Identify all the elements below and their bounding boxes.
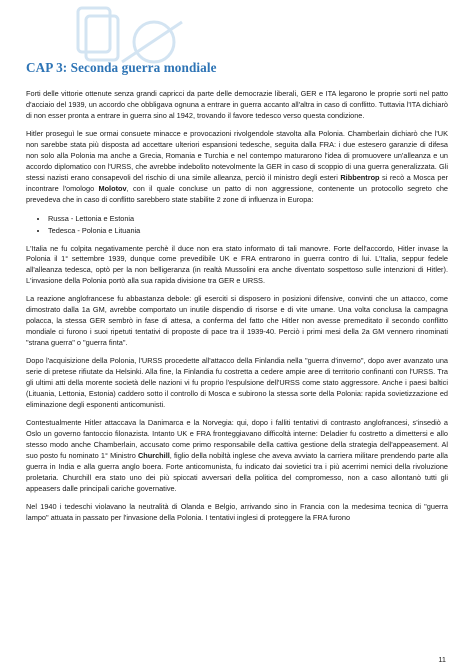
paragraph-7: Nel 1940 i tedeschi violavano la neutralità di Olanda e Belgio, arrivando sino in Francia con la medesima tecnica di "guerra lampo" attuata in passato per l'invasione della Polonia. I tentativi inglesi di proteggere la FRA furono [26, 501, 448, 522]
paragraph-3: L'Italia ne fu colpita negativamente perchè il duce non era stato informato di tali manovre. Forte dell'accordo, Hitler invase la Polonia il 1° settembre 1939, dunque come prevedibile UK e FRA entrarono in guerra contro di lui. L'Italia, seppur fedele all'alleanza tedesca, optò per la non belligeranza (in realtà Mussolini era anche diventato sospettoso sulle intenzioni di Hitler). L'invasione della Polonia portò alla sua rapida divisione tra GER e URSS. [26, 243, 448, 286]
paragraph-2: Hitler proseguì le sue ormai consuete minacce e provocazioni rivolgendole stavolta alla Polonia. Chamberlain dichiarò che l'UK non sarebbe stata più disposta ad accettare ulteriori espansioni tedesche, seguita dalla FRA: i due estesero garanzie di difesa non solo alla Polonia ma anche a Grecia, Romania e Turchia e nel contempo maturarono l'idea di promuovere un'alleanza e un accordo diplomatico con l'URSS, che avrebbe indebolito notevolmente la GER in caso di scoppio di una guerra generalizzata. Gli stessi nazisti erano consapevoli del rischio di una simile alleanza, perciò il ministro degli esteri Ribbentrop si recò a Mosca per incontrare l'omologo Molotov, con il quale concluse un patto di non aggressione, contenente un protocollo segreto che prevedeva che in caso di conflitto sarebbero state stabilite 2 zone di influenza in Europa: [26, 128, 449, 204]
paragraph-4: La reazione anglofrancese fu abbastanza debole: gli eserciti si disposero in posizioni difensive, convinti che un attacco, come dimostrato dalla 1a GM, avrebbe comportato un inutile dispendio di risorse e di vite umane. Una volta conclusa la campagna polacca, la stessa GER sembrò in fase di attesa, a conferma del fatto che Hitler non avesse premeditato il secondo conflitto mondiale ci furono i suoi ripetuti tentativi di proposte di pace tra il 1939-40. Perciò i primi mesi della 2a GM vennero rinominati "strana guerra" o "guerra finta". [26, 294, 448, 348]
paragraph-5: Dopo l'acquisizione della Polonia, l'URSS procedette all'attacco della Finlandia nella "guerra d'inverno", dopo aver avanzato una serie di pretese rifiutate da Helsinki. Alla fine, la Finlandia fu costretta a cedere ampie aree di territorio confinanti con l'URSS. Tra gli ultimi atti della morente società delle nazioni vi fu proprio l'espulsione dell'URSS come stato aggressore. Anche i paesi baltici (Lituania, Lettonia, Estonia) caddero sotto il controllo di Mosca e subirono la stessa sorte della Polonia: rapida sovietizzazione ed eliminazione degli esponenti anticomunisti. [26, 356, 448, 409]
page-number: 11 [438, 655, 446, 664]
document-page [26, 60, 448, 530]
paragraph-6: Contestualmente Hitler attaccava la Danimarca e la Norvegia: qui, dopo i falliti tentativi di contrasto anglofrancesi, s'insediò a Oslo un governo fantoccio filonazista. Intanto UK e FRA fronteggiavano difficoltà interne: Deladier fu costretto a dimettersi e allo stesso modo anche Chamberlain, accusato come primo responsabile della cattiva gestione della strategia dell'appeasement. Al suo posto fu nominato 1° Ministro Churchill, figlio della nobiltà inglese che aveva avviato la carriera militare prendendo parte alla guerra in India e alla guerra anglo boera. Forte anticomunista, fu indicato dai sovietici tra i più acerrimi nemici della rivoluzione proletaria. Churchill era stato uno dei più spiccati avversari della politica del compromesso, non a caso allontanò tutti gli appeasers dalle principali cariche governative. [26, 417, 448, 493]
name-churchill: Churchill [137, 450, 170, 460]
name-molotov: Molotov [98, 183, 127, 193]
paragraph-1: Forti delle vittorie ottenute senza grandi capricci da parte delle democrazie liberali, GER e ITA legarono le proprie sorti nel patto d'acciaio del 1939, un accordo che obbligava ognuna a entrare in guerra accanto all'altra in caso di conflitto. Tuttavia l'ITA dichiarò di non esser pronta a entrare in guerra sino al 1942, trovando il favore tedesco verso questa condizione. [26, 89, 448, 120]
list-item: • Russa - Lettonia e Estonia [48, 213, 448, 225]
chapter-title: CAP 3: Seconda guerra mondiale [26, 60, 217, 75]
influence-zones-list [26, 213, 448, 237]
name-ribbentrop: Ribbentrop [340, 172, 380, 182]
list-item: • Tedesca - Polonia e Lituania [48, 225, 448, 237]
